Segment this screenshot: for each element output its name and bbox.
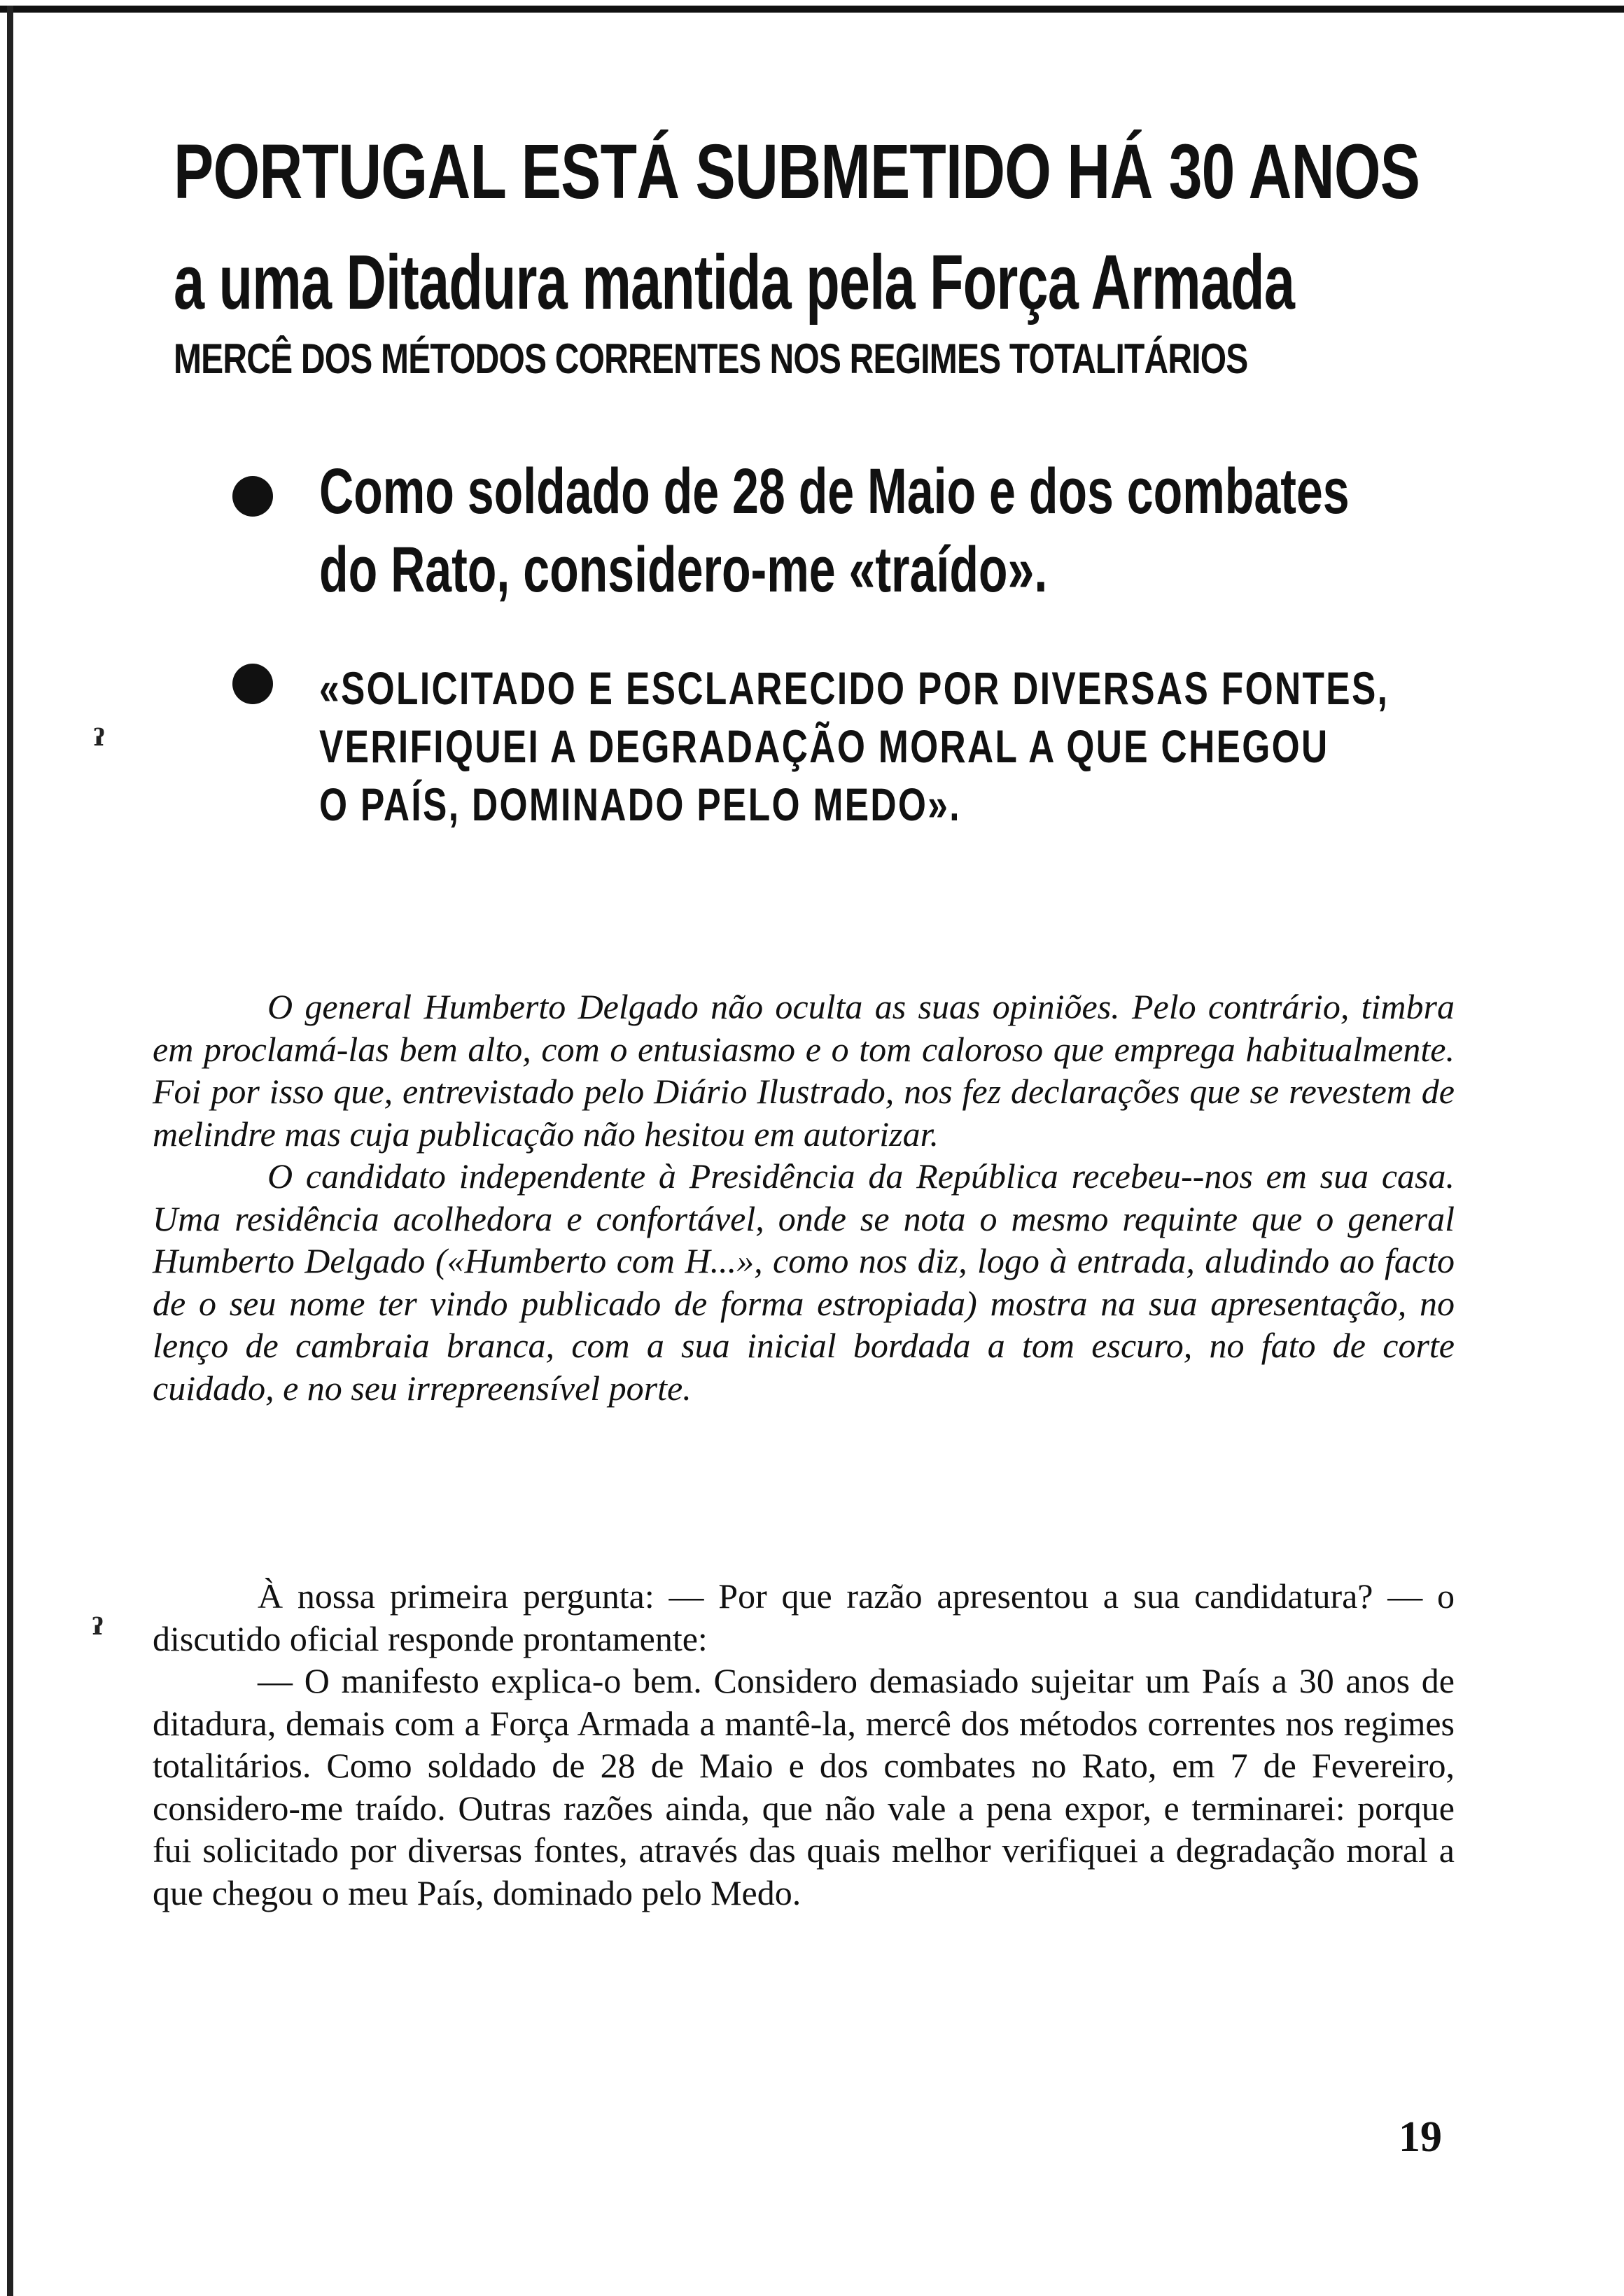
intro-paragraph-1: O general Humberto Delgado não oculta as suas opiniões. Pelo contrário, timbra em proclamá-las bem alto, com o entusiasmo e o tom caloroso que emprega habitualmente. Foi por isso que, entrevistado pelo Diário Ilustrado, nos fez declarações que se revestem de melindre mas cuja publicação não hesitou em autorizar.: [153, 987, 1455, 1154]
scan-border-top: [0, 6, 1624, 13]
page-number: 19: [1399, 2113, 1442, 2161]
headline-line-2: a uma Ditadura mantida pela Força Armada: [174, 239, 1295, 326]
bullet-1-line-1: Como soldado de 28 de Maio e dos combates: [319, 456, 1350, 527]
introduction-text: [153, 986, 1455, 1409]
intro-paragraph-2: O candidato independente à Presidência da República recebeu--nos em sua casa. Uma residência acolhedora e confortável, onde se nota o mesmo requinte que o general Humberto Delgado («Humberto com H...», como nos diz, logo à entrada, aludindo ao facto de o seu nome ter vindo publicado de forma estropiada) mostra na sua apresentação, no lenço de cambraia branca, com a sua inicial bordada a tom escuro, no fato de corte cuidado, e no seu irrepreensível porte.: [153, 1156, 1455, 1408]
interview-paragraph-1: À nossa primeira pergunta: — Por que razão apresentou a sua candidatura? — o discutido oficial responde prontamente:: [153, 1576, 1455, 1658]
headline-line-1: PORTUGAL ESTÁ SUBMETIDO HÁ 30 ANOS: [174, 129, 1420, 215]
interview-text: [153, 1575, 1455, 1914]
bullet-dot-icon: [232, 664, 273, 704]
interview-paragraph-2: — O manifesto explica-o bem. Considero demasiado sujeitar um País a 30 anos de ditadura, demais com a Força Armada a mantê-la, mercê dos métodos correntes nos regimes totalitários. Como soldado de 28 de Maio e dos combates no Rato, em 7 de Fevereiro, considero-me traído. Outras razões ainda, que não vale a pena expor, e terminarei: porque fui solicitado por diversas fontes, através das quais melhor verifiquei a degradação moral a que chegou o meu País, dominado pelo Medo.: [153, 1661, 1455, 1912]
subheadline: MERCÊ DOS MÉTODOS CORRENTES NOS REGIMES TOTALITÁRIOS: [174, 335, 1248, 382]
margin-mark-icon: ˀ: [92, 721, 106, 770]
bullet-2-line-3: O PAÍS, DOMINADO PELO MEDO».: [319, 778, 961, 830]
margin-mark-icon: ˀ: [91, 1610, 104, 1659]
bullet-1-line-2: do Rato, considero-me «traído».: [319, 534, 1048, 606]
scan-border-left: [7, 6, 13, 2296]
bullet-dot-icon: [232, 476, 273, 517]
bullet-2-line-2: VERIFIQUEI A DEGRADAÇÃO MORAL A QUE CHEGOU: [319, 720, 1329, 772]
bullet-2-line-1: «SOLICITADO E ESCLARECIDO POR DIVERSAS FONTES,: [319, 662, 1390, 714]
